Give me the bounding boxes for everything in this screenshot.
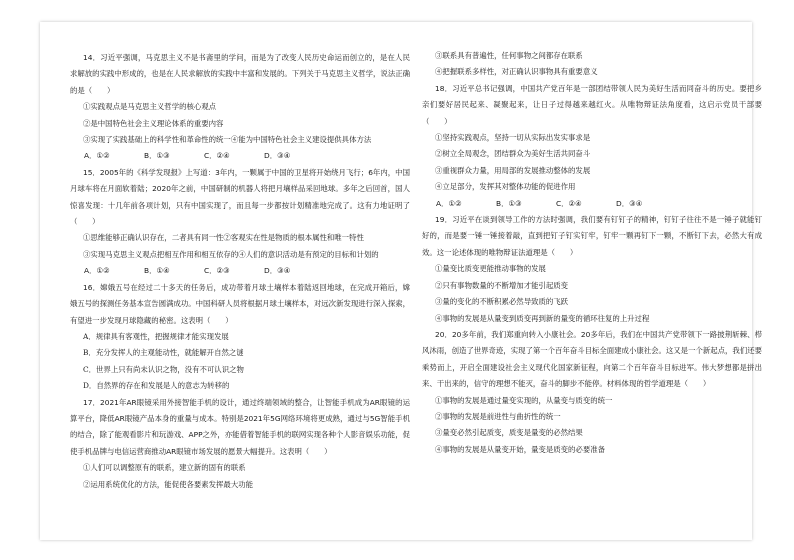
question-18-option-4: ④立足部分，发挥其对整体功能的促进作用 bbox=[435, 182, 576, 192]
question-15-option-2: ③实现马克思主义观点把相互作用和相互依存的④人们的意识活动是有预定的目标和计划的 bbox=[83, 249, 379, 259]
question-14-option-3: ③实现了实践基础上的科学性和革命性的统一④能为中国特色社会主义建设提供具体方法 bbox=[83, 135, 372, 145]
question-20-option-4: ④事物的发展是从量变开始，量变是质变的必要准备 bbox=[435, 444, 605, 454]
question-18-choices bbox=[422, 196, 762, 212]
question-14-choices bbox=[70, 148, 410, 164]
choice-a: A．①② bbox=[84, 266, 110, 276]
question-18-option-1: ①坚持实践观点，坚持一切从实际出发实事求是 bbox=[435, 133, 591, 143]
question-20-option-2: ②事物的发展是前进性与曲折性的统一 bbox=[435, 411, 561, 421]
choice-b: B．①③ bbox=[144, 151, 170, 161]
question-16-option-b: B．充分发挥人的主观能动性，就能解开自然之谜 bbox=[83, 348, 244, 358]
question-16-option-a: A．规律具有客观性，把握规律才能实现发展 bbox=[83, 331, 229, 341]
question-14-stem: 14．习近平强调，马克思主义不是书斋里的学问，而是为了改变人民历史命运而创立的，是在人民求解放的实践中形成的，也是在人民求解放的实践中丰富和发展的。下列关于马克思主义哲学，说法正确的是（ ） bbox=[70, 53, 410, 95]
question-20-option-3: ③量变必然引起质变，质变是量变的必然结果 bbox=[435, 428, 583, 438]
question-15-option-1: ①思维能够正确认识存在，二者具有同一性②客观实在性是物质的根本属性和唯一特性 bbox=[83, 233, 364, 243]
right-column bbox=[422, 48, 762, 458]
question-14-option-1: ①实践观点是马克思主义哲学的核心观点 bbox=[83, 102, 217, 112]
choice-b: B．①④ bbox=[144, 266, 170, 276]
choice-a: A．①② bbox=[84, 151, 110, 161]
question-19-option-1: ①量变比质变更能推动事物的发展 bbox=[435, 264, 546, 274]
choice-d: D．③④ bbox=[264, 266, 291, 276]
question-16-option-c: C．世界上只有尚未认识之物，没有不可认识之物 bbox=[83, 364, 244, 374]
choice-c: C．②④ bbox=[556, 198, 582, 208]
question-19-option-4: ④事物的发展是从量变到质变再到新的量变的循环往复的上升过程 bbox=[435, 313, 650, 323]
question-19-stem: 19．习近平在谈到领导工作的方法时强调，我们要有钉钉子的精神，钉钉子往往不是一锤子就能钉好的，而是要一锤一锤接着敲，直到把钉子钉实钉牢，钉牢一颗再钉下一颗，不断钉下去，必然大有成效。这一论述体现的唯物辩证法道理是（ ） bbox=[422, 215, 762, 257]
question-20-option-1: ①事物的发展是通过量变实现的，从量变与质变的统一 bbox=[435, 395, 613, 405]
question-15-choices bbox=[70, 263, 410, 279]
question-15-stem: 15．2005年的《科学发现报》上写道：3年内，一颗属于中国的卫星将开始绕月飞行；6年内，中国月球车将在月面软着陆；2020年之前，中国研制的机器人将把月壤样品采回地球。多年之后回首，国人惊喜发现：十几年前各项计划，只有中国实现了，而且每一步都按计划精准地完成了。这有力地证明了（ ） bbox=[70, 167, 410, 227]
question-19-option-3: ③量的变化的不断积累必然导致质的飞跃 bbox=[435, 297, 569, 307]
choice-c: C．②④ bbox=[204, 151, 230, 161]
question-20-stem: 20．20多年前，我们郑重向转入小康社会。20多年后，我们在中国共产党带领下一路披荆斩棘、栉风沐雨，创造了世界奇迹，实现了第一个百年奋斗目标全面建成小康社会。这又是一个新起点，我们还要乘势而上，开启全面建设社会主义现代化国家新征程，向第二个百年奋斗目标进军。伟大梦想都是拼出来、干出来的，信守的理想不能灭，奋斗的脚步不能停。材料体现的哲学道理是（ ） bbox=[422, 329, 762, 389]
choice-b: B．①③ bbox=[496, 198, 522, 208]
question-18-option-3: ③重视群众力量，用局部的发展推动整体的发展 bbox=[435, 165, 591, 175]
left-column bbox=[70, 50, 410, 493]
question-18-option-2: ②树立全局观念，团结群众为美好生活共同奋斗 bbox=[435, 149, 591, 159]
question-16-stem: 16．嫦娥五号在经过二十多天的任务后，成功带着月球土壤样本着陆返回地球，在完成开箱后，嫦娥五号的探测任务基本宣告圆满成功。中国科研人员将根据月球土壤样本，对远次新发现进行深入探索，有望进一步发现月球隐藏的秘密。这表明（ ） bbox=[70, 282, 410, 325]
question-14-option-2: ②是中国特色社会主义理论体系的重要内容 bbox=[83, 118, 224, 128]
choice-d: D．③④ bbox=[264, 151, 291, 161]
question-17-stem: 17．2021年AR眼镜采用外接智能手机的设计，通过终端领域的整合，让智能手机成为AR眼镜的运算平台，降低AR眼镜产品本身的重量与成本。特别是2021年5G网络环境将更成熟，通过与5G智能手机的结合，除了能观看影片和玩游戏、APP之外，亦能借着智能手机的联网实现各种个人影音娱乐功能，促使手机品牌与电信运营商推动AR眼镜市场发展的愿景大幅提升。这表明（ ） bbox=[70, 397, 410, 456]
question-16-option-d: D．自然界的存在和发展是人的意志为转移的 bbox=[83, 381, 230, 391]
question-17-option-2: ②运用系统优化的方法，能促使各要素发挥最大功能 bbox=[83, 479, 253, 489]
choice-d: D．③④ bbox=[616, 198, 643, 208]
choice-c: C．②③ bbox=[204, 266, 230, 276]
choice-a: A．①② bbox=[436, 198, 462, 208]
exam-page bbox=[40, 22, 762, 540]
question-17-option-3: ③联系具有普遍性，任何事物之间都存在联系 bbox=[435, 51, 583, 60]
question-19-option-2: ②只有事物数量的不断增加才能引起质变 bbox=[435, 280, 569, 290]
question-17-option-4: ④把握联系多样性，对正确认识事物具有重要意义 bbox=[435, 67, 598, 77]
question-18-stem: 18．习近平总书记强调，中国共产党百年是一部团结带领人民为美好生活而同奋斗的历史。要把乡亲们要好居民起来、凝聚起来，让日子过得越来越红火。从唯物辩证法角度看，这启示党员干部要（ ） bbox=[422, 83, 762, 126]
question-17-option-1: ①人们可以调整原有的联系，建立新的固有的联系 bbox=[83, 463, 246, 473]
